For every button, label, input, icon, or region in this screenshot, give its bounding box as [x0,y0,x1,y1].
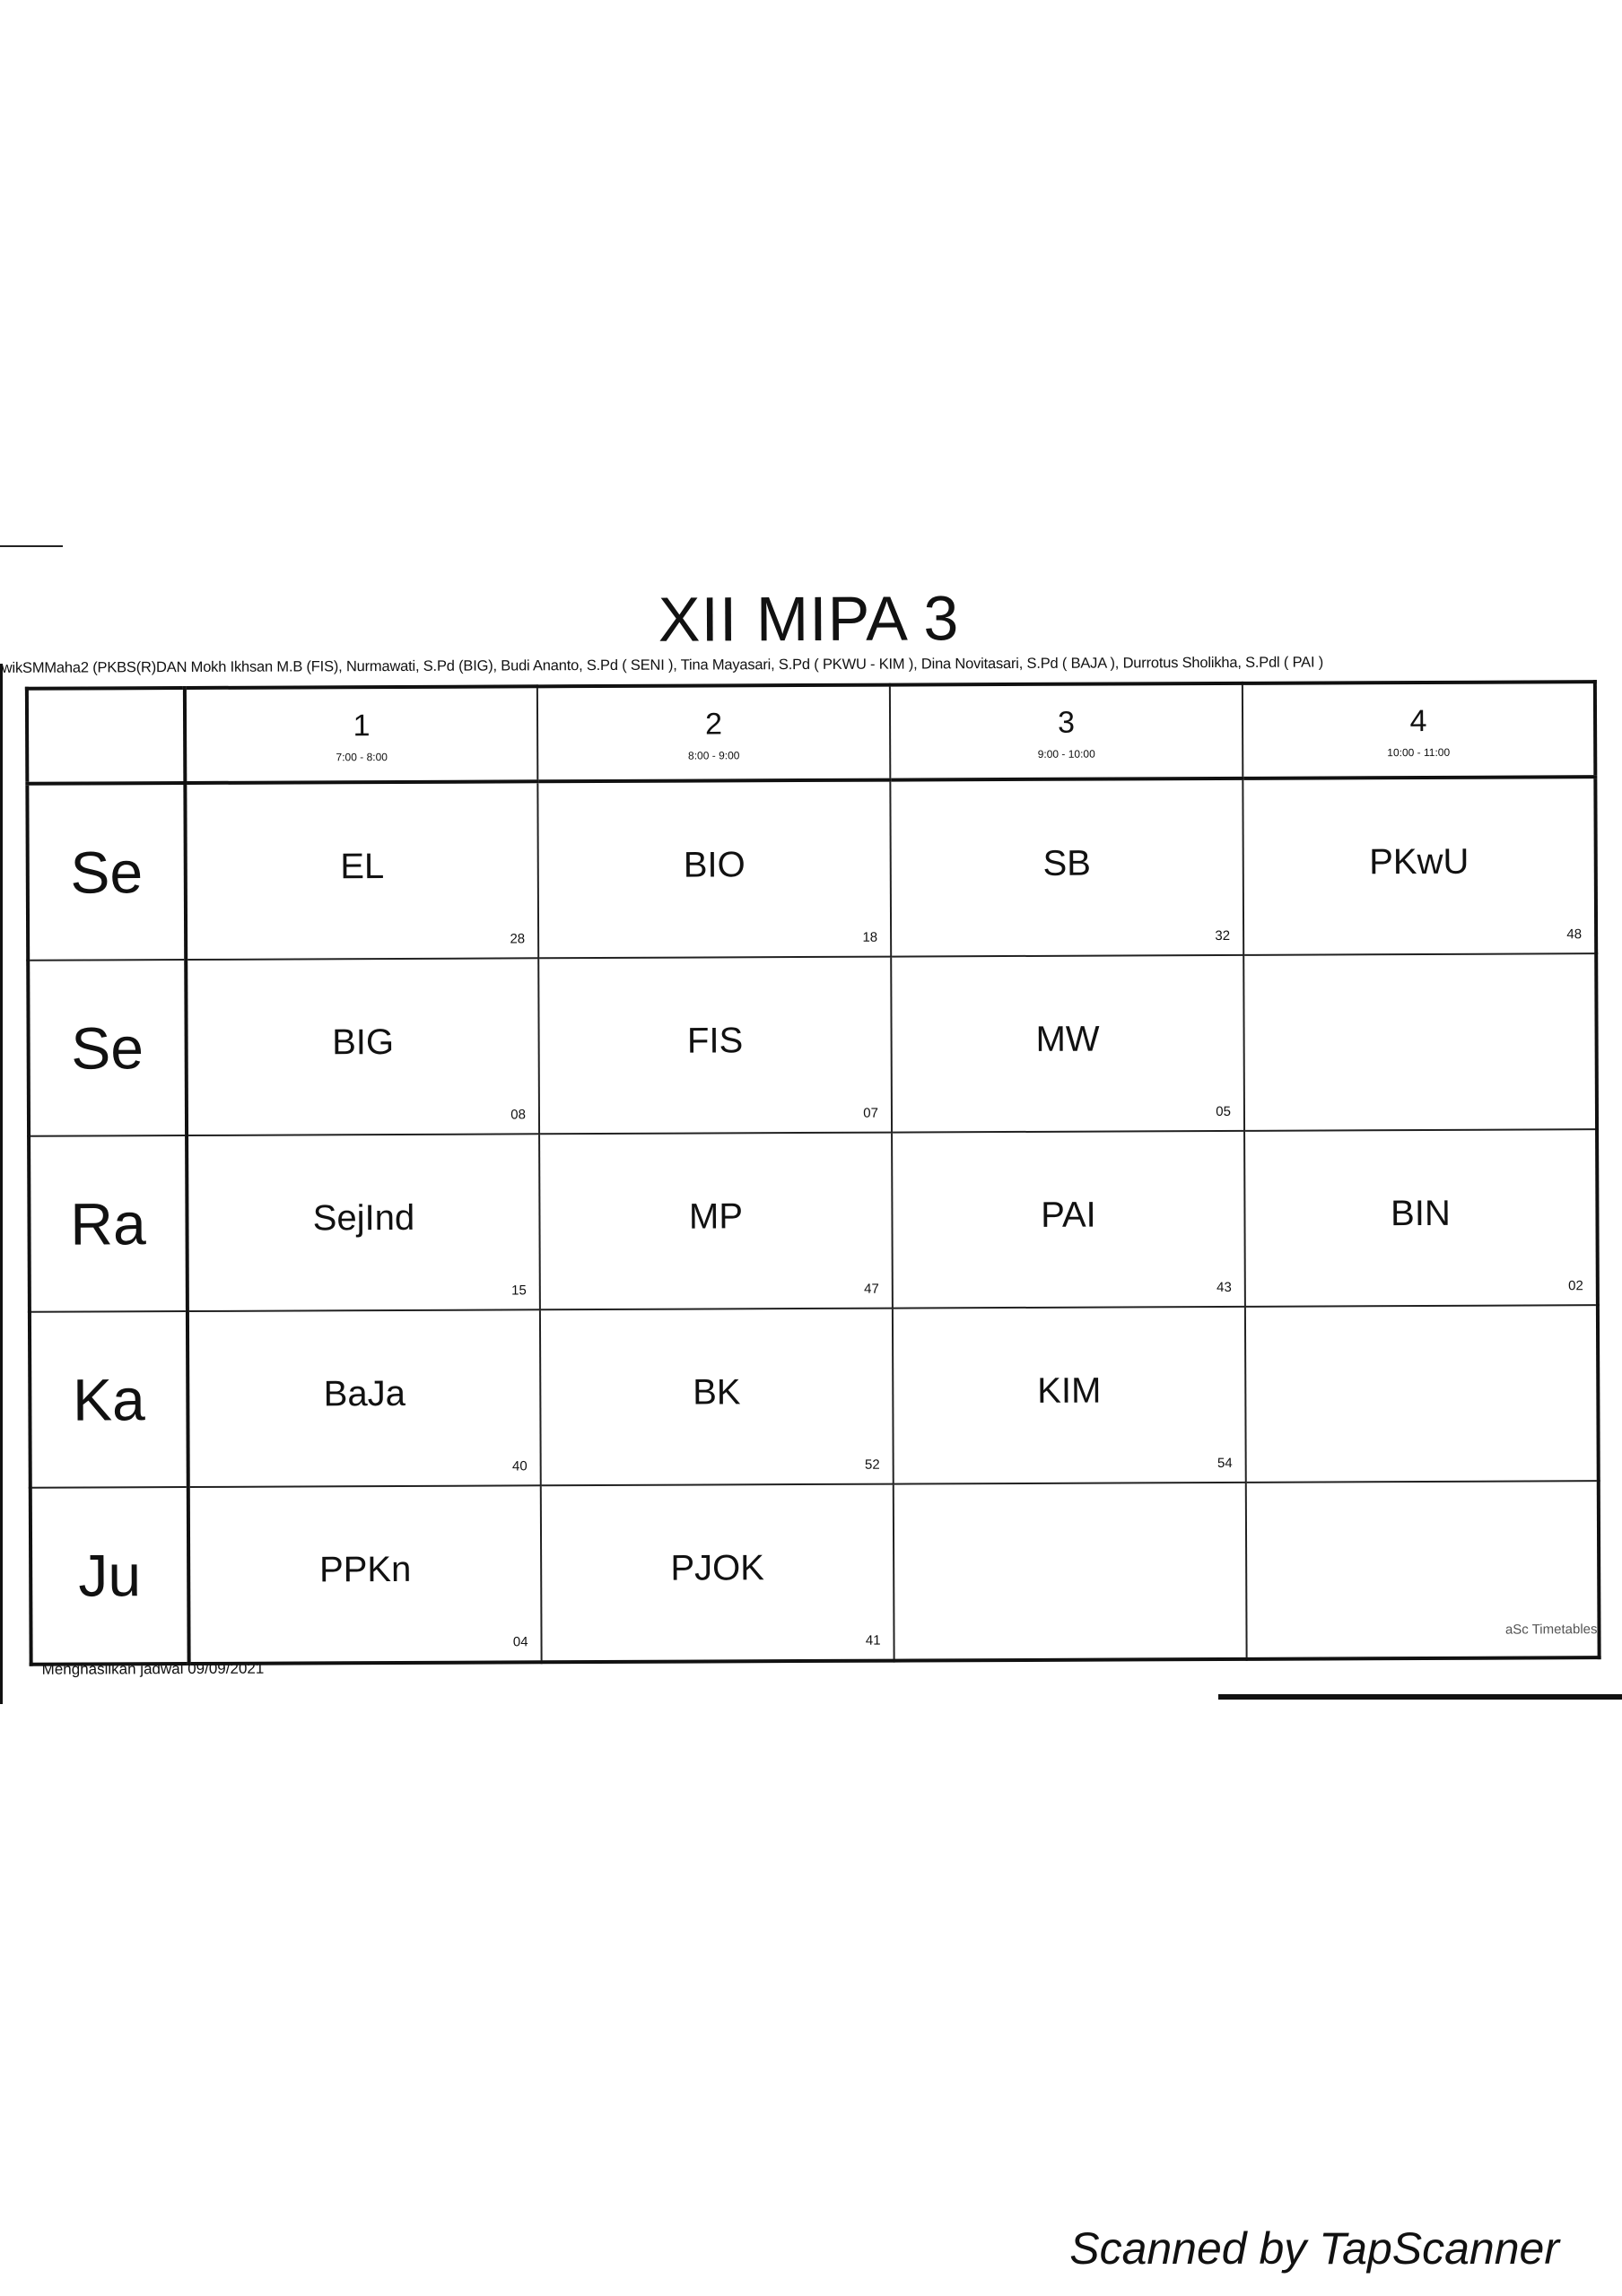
subject-code: PAI [1041,1195,1096,1235]
lesson-cell [890,778,1243,957]
room-number: 43 [1216,1279,1232,1296]
period-header [890,683,1243,780]
room-number: 47 [864,1281,879,1297]
subject-code: FIS [686,1021,744,1061]
room-number: 02 [1568,1278,1583,1294]
room-number: 15 [511,1283,527,1299]
period-time: 10:00 - 11:00 [1387,745,1451,760]
day-label: Se [70,839,144,906]
lesson-cell [893,1307,1246,1484]
subject-code: SB [1042,843,1092,883]
room-number: 52 [864,1457,880,1473]
period-number: 3 [1058,705,1076,740]
subject-code: MW [1035,1019,1100,1059]
lesson-cell [186,958,539,1135]
subject-code: MP [688,1196,744,1237]
day-label: Ka [72,1366,145,1433]
subject-code: SejInd [312,1197,415,1239]
room-number: 18 [862,929,878,945]
subject-code [1246,1369,1596,1370]
lesson-cell [891,955,1244,1133]
lesson-cell [892,1131,1245,1309]
lesson-cell [537,780,891,959]
teachers-line: wikSMMaha2 (PKBS(R)DAN Mokh Ikhsan M.B (FIS), Nurmawati, S.Pd (BIG), Budi Ananto, S.Pd ( SENI ), Tina Mayasari, S.Pd ( PKWU - KIM ), Dina Novitasari, S.Pd ( BAJA ), Durrotus Sholikha, S.Pdl ( PAI ) [1,654,1324,676]
subject-code: KIM [1037,1370,1102,1411]
subject-code: BIN [1391,1193,1451,1234]
lesson-cell [188,1485,542,1664]
lesson-cell [538,957,892,1135]
day-label: Ju [78,1542,142,1609]
period-header-row [27,682,1595,784]
scan-edge-line-top [0,545,63,547]
subject-code: BIO [683,845,746,885]
lesson-cell [1243,953,1597,1131]
timetable-title: XII MIPA 3 [658,583,960,655]
day-row [29,1129,1598,1312]
scan-edge-line-bottom [1218,1694,1622,1700]
day-cell [28,960,187,1136]
timetable-grid [25,680,1601,1666]
room-number: 05 [1216,1103,1231,1120]
period-number: 2 [705,707,723,742]
period-time: 8:00 - 9:00 [688,749,740,762]
day-row [27,777,1596,961]
lesson-cell [540,1309,894,1486]
day-label: Se [71,1014,144,1082]
lesson-cell [539,1133,893,1310]
lesson-cell [187,1309,541,1487]
generated-date: Menghasilkan jadwal 09/09/2021 [41,1659,265,1678]
period-time: 7:00 - 8:00 [336,751,388,764]
period-number: 1 [353,709,371,744]
room-number: 07 [863,1105,878,1121]
subject-code [894,1546,1245,1548]
day-cell [30,1311,188,1488]
room-number: 28 [510,931,526,947]
room-number: 41 [865,1632,881,1648]
room-number: 32 [1215,927,1231,944]
day-label: Ra [70,1190,146,1257]
room-number: 04 [512,1634,528,1650]
subject-code: BK [693,1372,741,1413]
lesson-cell [185,781,538,960]
lesson-cell [1245,1305,1599,1483]
corner-cell [27,688,185,784]
subject-code: PJOK [670,1548,765,1588]
day-cell [27,783,186,961]
day-row [28,953,1597,1136]
day-cell [29,1135,187,1312]
period-header [537,685,890,782]
subject-code: PPKn [318,1549,412,1590]
room-number: 48 [1566,926,1583,943]
day-cell [31,1487,189,1665]
lesson-cell [187,1134,540,1311]
lesson-cell [1244,1129,1598,1307]
period-header [1243,682,1595,778]
subject-code: BIG [332,1022,395,1063]
subject-code: EL [340,847,385,887]
period-number: 4 [1409,703,1427,739]
lesson-cell [541,1484,894,1663]
subject-code [1247,1544,1597,1546]
period-header [185,686,537,783]
day-row [30,1305,1599,1488]
room-number: 08 [510,1107,527,1123]
period-time: 9:00 - 10:00 [1037,747,1095,761]
subject-code: PKwU [1369,841,1469,883]
subject-code [1245,1017,1595,1019]
lesson-cell [1243,777,1596,955]
room-number: 54 [1216,1455,1233,1472]
room-number: 40 [511,1458,528,1474]
timetable-sheet [0,579,1622,1699]
lesson-cell [894,1483,1247,1661]
day-row [31,1481,1600,1665]
scanner-watermark: Scanned by TapScanner [1069,2223,1559,2274]
software-credit: aSc Timetables [1504,1622,1598,1638]
subject-code: BaJa [323,1373,406,1414]
